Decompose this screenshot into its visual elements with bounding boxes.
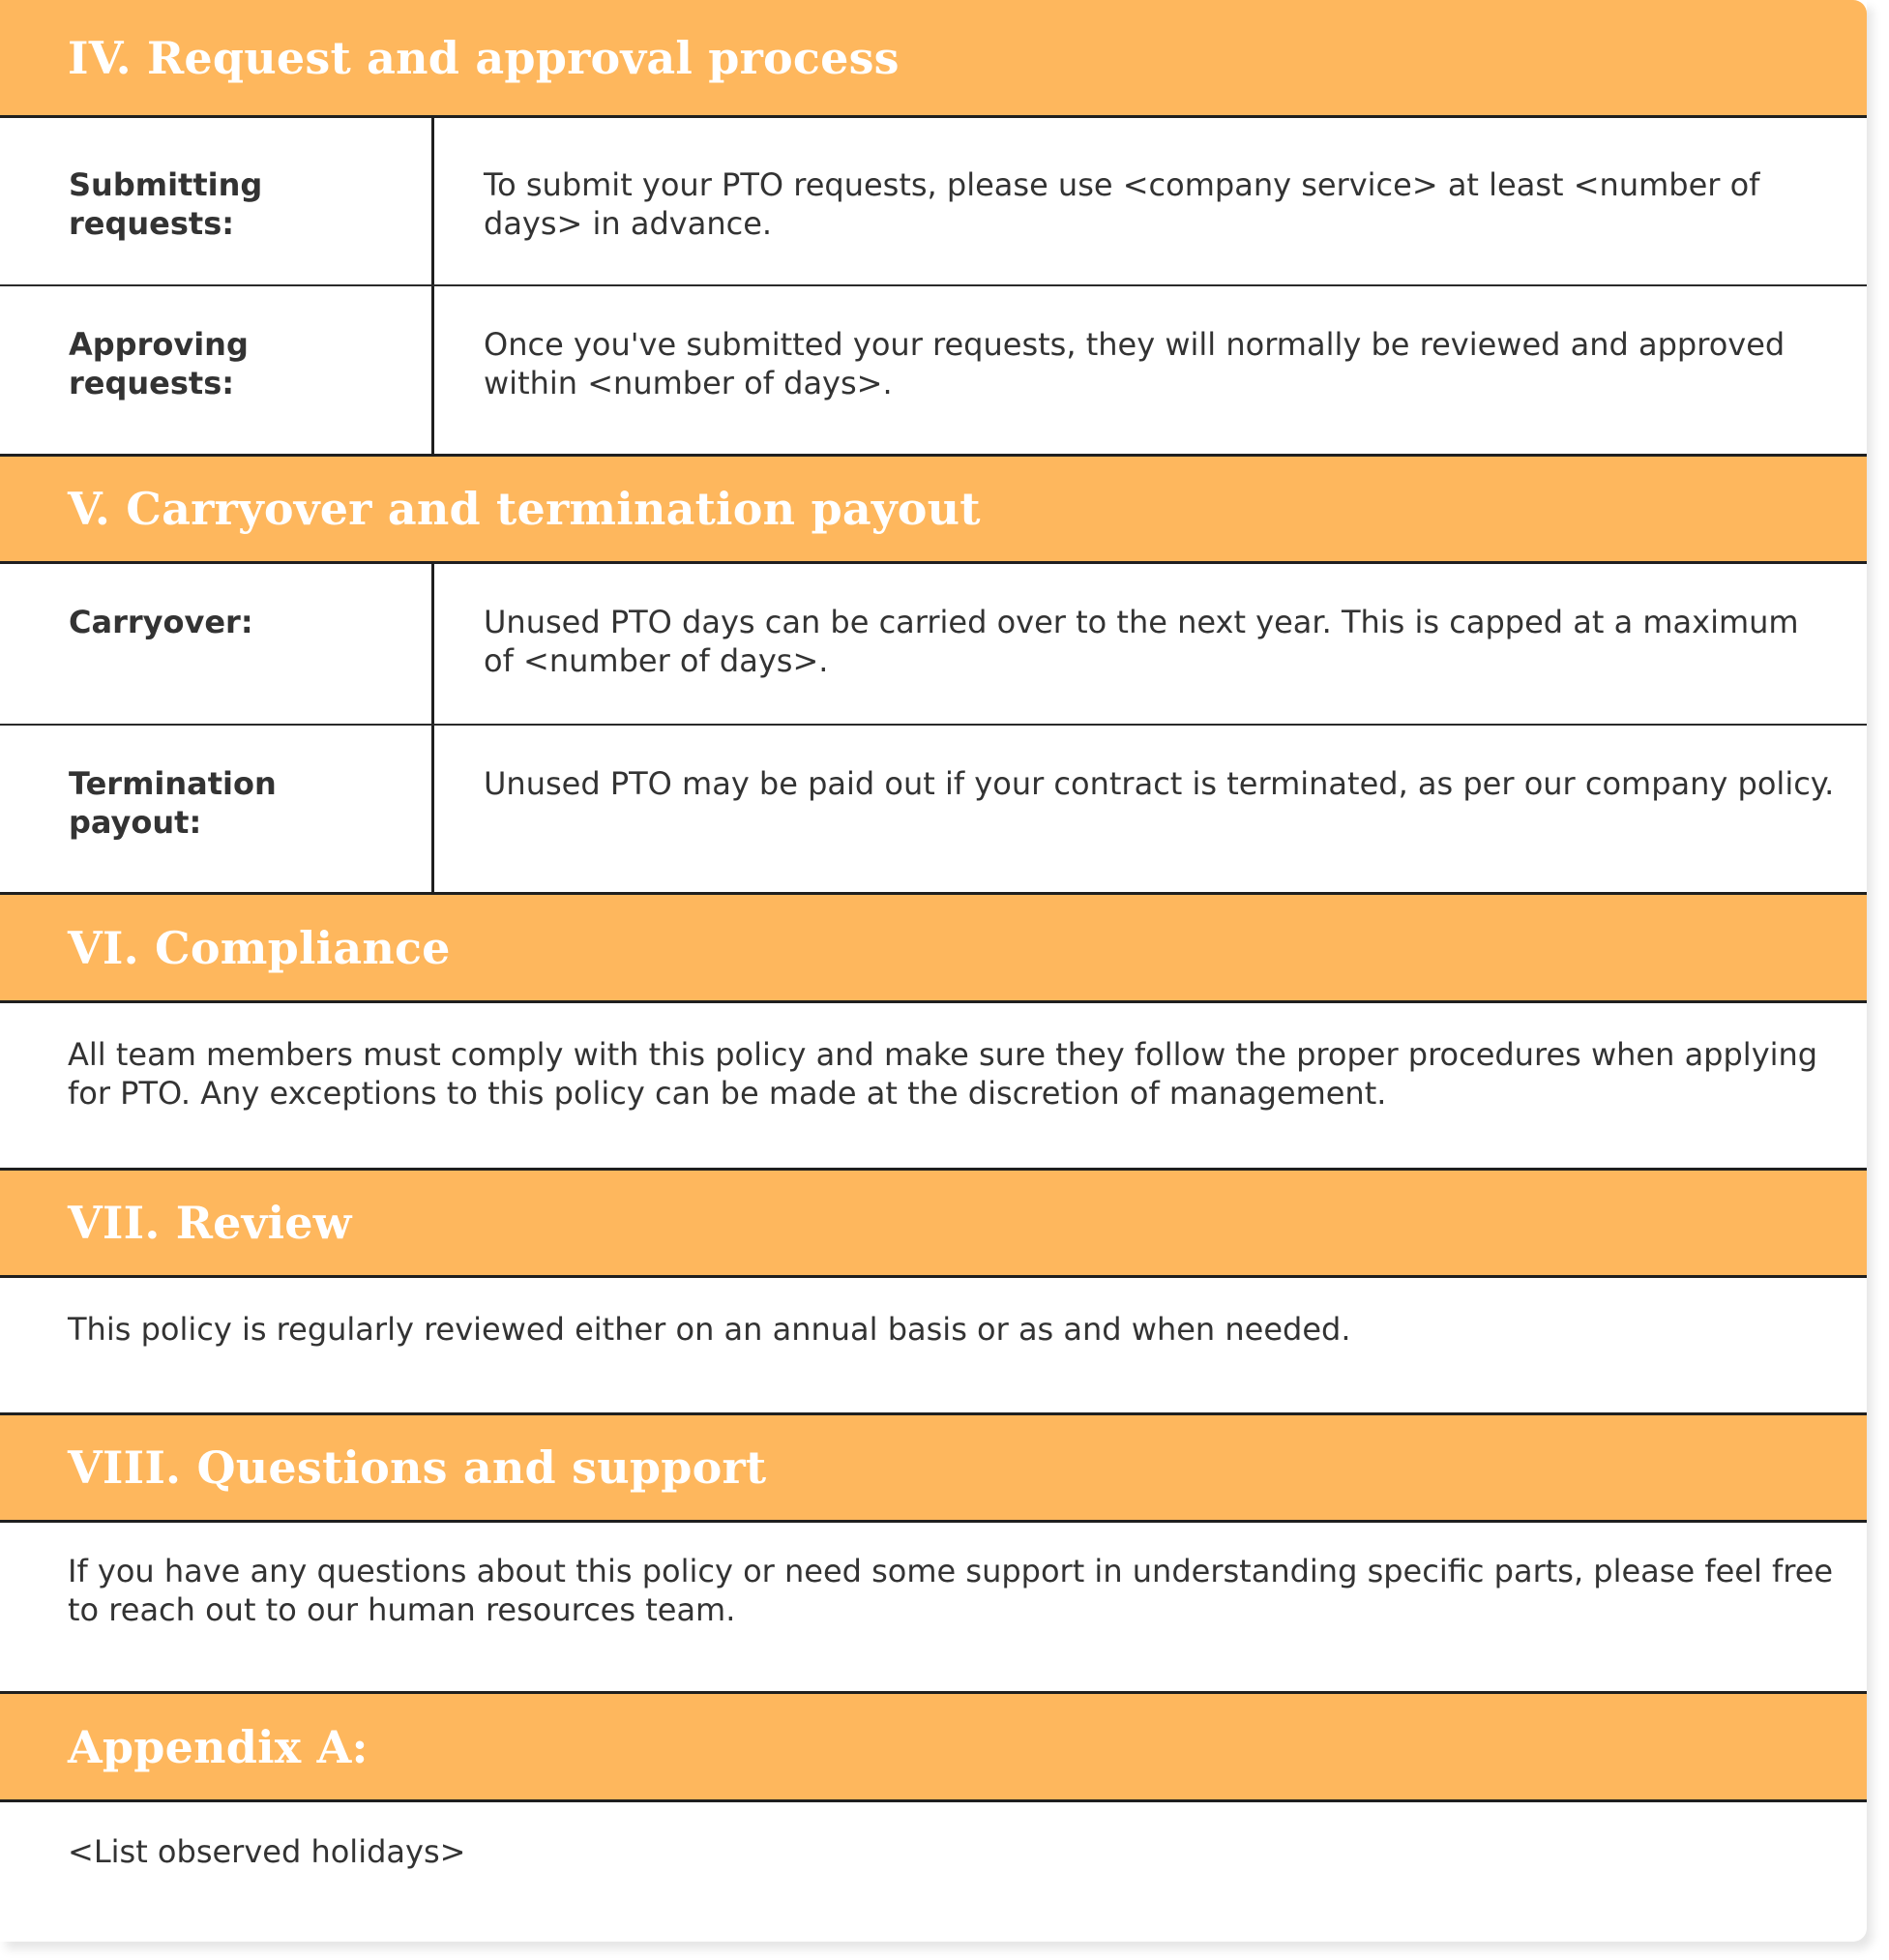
row-text-submitting-requests: To submit your PTO requests, please use <company service> at least <number of days> in advance. [484, 166, 1760, 242]
section-title: VIII. Questions and support [68, 1441, 767, 1494]
divider [0, 561, 1867, 564]
section-header-carryover [0, 457, 1867, 561]
section-title: VII. Review [68, 1197, 352, 1249]
section-title: IV. Request and approval process [68, 32, 900, 84]
row-text-termination-payout: Unused PTO may be paid out if your contract is terminated, as per our company policy. [484, 765, 1835, 802]
row-label-carryover: Carryover: [69, 604, 253, 640]
section-header-questions [0, 1415, 1867, 1520]
row-divider [0, 284, 1867, 286]
divider [0, 1000, 1867, 1003]
row-label-termination-payout: Termination payout: [69, 765, 277, 841]
divider [0, 115, 1867, 118]
column-divider [431, 117, 434, 456]
section-title: V. Carryover and termination payout [68, 483, 981, 535]
compliance-text: All team members must comply with this policy and make sure they follow the proper procedures when applying for PTO. Any exceptions to this policy can be made at the discretion of management. [68, 1036, 1818, 1112]
column-divider [431, 563, 434, 895]
divider [0, 1520, 1867, 1523]
section-header-review [0, 1171, 1867, 1275]
section-header-compliance [0, 895, 1867, 1000]
divider [0, 1275, 1867, 1278]
appendix-text: <List observed holidays> [68, 1833, 466, 1870]
review-text: This policy is regularly reviewed either on an annual basis or as and when needed. [68, 1311, 1351, 1348]
section-title: VI. Compliance [68, 921, 451, 974]
row-text-approving-requests: Once you've submitted your requests, they will normally be reviewed and approved within <number of days>. [484, 326, 1786, 401]
row-text-carryover: Unused PTO days can be carried over to the next year. This is capped at a maximum of <number of days>. [484, 604, 1799, 679]
row-label-submitting-requests: Submitting requests: [69, 166, 263, 242]
row-label-approving-requests: Approving requests: [69, 326, 249, 401]
section-header-appendix [0, 1694, 1867, 1799]
questions-text: If you have any questions about this policy or need some support in understanding specific parts, please feel free to reach out to our human resources team. [68, 1553, 1834, 1628]
divider [0, 1799, 1867, 1802]
section-header-request-approval [0, 0, 1867, 116]
section-title: Appendix A: [68, 1720, 369, 1773]
row-divider [0, 724, 1867, 726]
